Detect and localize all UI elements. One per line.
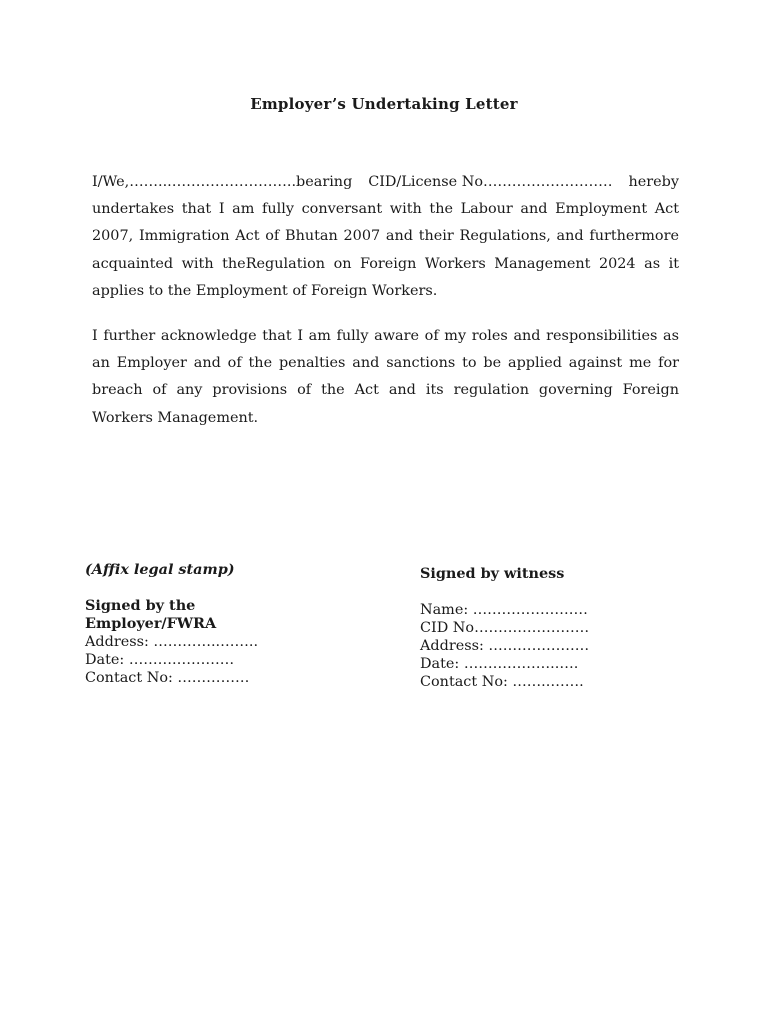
witness-cid-field: CID No……………………	[420, 620, 590, 636]
witness-signature-block	[420, 565, 680, 691]
cid-license-blank: CID/License No………………………	[368, 174, 613, 190]
hereby-text: hereby	[628, 174, 679, 190]
witness-contact-field: Contact No: ……..…….	[420, 674, 584, 690]
undertaking-text: undertakes that I am fully conversant with the Labour and Employment Act 2007, Immigration Act of Bhutan 2007 and their Regulations, and furthermore acquainted with theRegulation on Foreign Workers Management 2024 as it applies to the Employment of Foreign Workers.	[92, 201, 679, 299]
employer-date-field: Date: ……….…………	[85, 652, 235, 668]
cid-line	[92, 169, 679, 196]
employer-signed-label-line1: Signed by the	[85, 597, 196, 614]
acknowledgement-paragraph: I further acknowledge that I am fully aware of my roles and responsibilities as an Employer and of the penalties and sanctions to be applied against me for breach of any provisions of the Act and its regulation governing Foreign Workers Management.	[92, 328, 679, 426]
employer-address-field: Address: …………..……..	[85, 634, 259, 650]
witness-address-field: Address: …………………	[420, 638, 590, 654]
witness-date-field: Date: ………………..….	[420, 656, 579, 672]
witness-name-field: Name: ……………………	[420, 602, 588, 618]
document-title: Employer’s Undertaking Letter	[250, 95, 518, 113]
witness-signed-label: Signed by witness	[420, 565, 565, 582]
undertaking-paragraph	[92, 169, 679, 305]
affix-stamp-label: (Affix legal stamp)	[85, 561, 235, 578]
employer-contact-field: Contact No: ……………	[85, 670, 250, 686]
employer-name-blank: I/We,……...……………………..bearing	[92, 174, 353, 190]
employer-signed-label-line2: Employer/FWRA	[85, 615, 217, 632]
employer-signature-block	[85, 561, 305, 687]
